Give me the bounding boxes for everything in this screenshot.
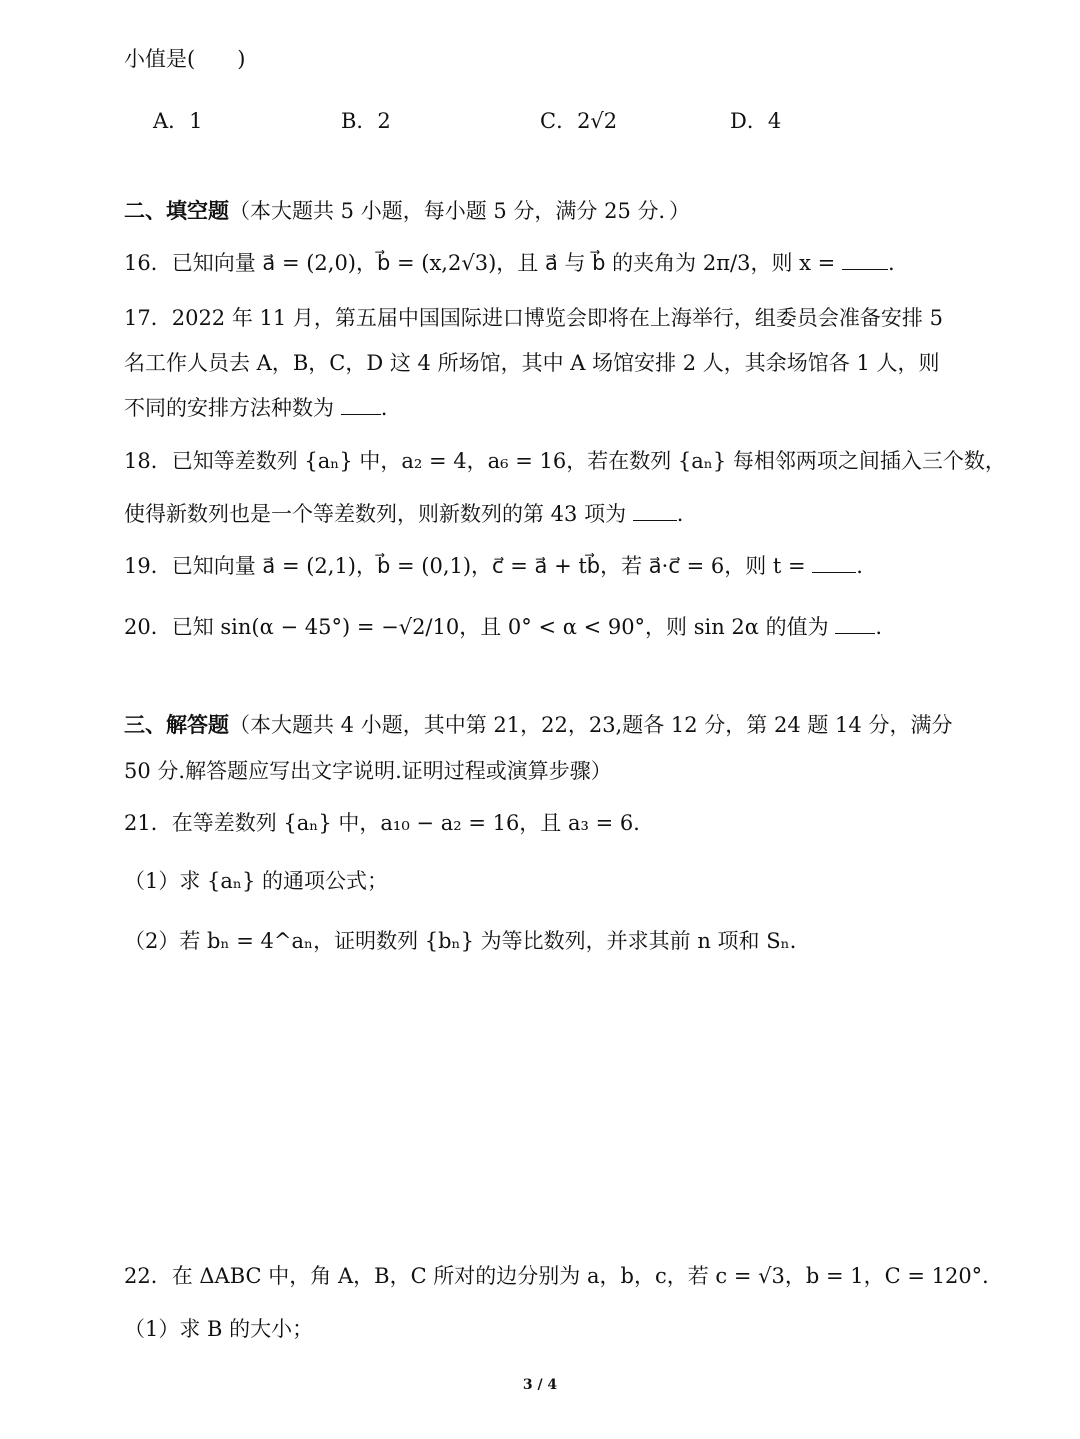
answer-blank [341, 394, 381, 415]
question-21-part1: （1）求 {aₙ} 的通项公式； [124, 869, 389, 893]
answer-blank [812, 552, 856, 573]
question-18-line1: 18．已知等差数列 {aₙ} 中，a₂ = 4，a₆ = 16，若在数列 {aₙ} 每相邻两项之间插入三个数， [124, 449, 1006, 473]
option-b: B．2 [341, 109, 391, 133]
section3-note-line2: 50 分.解答题应写出文字说明.证明过程或演算步骤） [124, 759, 612, 783]
question-20-text: 20．已知 sin(α − 45°) = −√2/10，且 0° < α < 90°，则 sin 2α 的值为 [124, 615, 829, 639]
question-16: 16．已知向量 a⃗ = (2,0)，b⃗ = (x,2√3)，且 a⃗ 与 b⃗ 的夹角为 2π/3，则 x = . [124, 251, 895, 275]
section3-note: （本大题共 4 小题，其中第 21，22，23,题各 12 分，第 24 题 14 分，满分 [229, 713, 953, 737]
question-21-part2: （2）若 bₙ = 4^aₙ，证明数列 {bₙ} 为等比数列，并求其前 n 项和 Sₙ． [124, 929, 811, 953]
question-17-text: 不同的安排方法种数为 [124, 396, 334, 420]
question-20: 20．已知 sin(α − 45°) = −√2/10，且 0° < α < 90°，则 sin 2α 的值为 . [124, 615, 883, 639]
answer-blank [842, 249, 888, 270]
section2-heading [124, 196, 690, 226]
page-number: 3 / 4 [522, 1377, 558, 1393]
question-18-text: 使得新数列也是一个等差数列，则新数列的第 43 项为 [124, 502, 627, 526]
q15-tail: 小值是( ) [124, 47, 246, 71]
section2-label: 二、填空题 [124, 198, 229, 223]
question-17-line2: 名工作人员去 A，B，C，D 这 4 所场馆，其中 A 场馆安排 2 人，其余场馆各 1 人，则 [124, 351, 940, 375]
question-19: 19．已知向量 a⃗ = (2,1)，b⃗ = (0,1)，c⃗ = a⃗ + tb⃗，若 a⃗·c⃗ = 6，则 t = . [124, 554, 863, 578]
section2-note: （本大题共 5 小题，每小题 5 分，满分 25 分．） [229, 199, 690, 223]
answer-blank [835, 613, 875, 634]
option-a: A．1 [153, 109, 203, 133]
question-22-part1: （1）求 B 的大小； [124, 1317, 314, 1341]
question-17-line3: 不同的安排方法种数为 . [124, 396, 388, 420]
section3-heading [124, 710, 952, 740]
question-19-text: 19．已知向量 a⃗ = (2,1)，b⃗ = (0,1)，c⃗ = a⃗ + tb⃗，若 a⃗·c⃗ = 6，则 t = [124, 554, 806, 578]
question-21-stem: 21．在等差数列 {aₙ} 中，a₁₀ − a₂ = 16，且 a₃ = 6． [124, 811, 655, 835]
question-17-line1: 17．2022 年 11 月，第五届中国国际进口博览会即将在上海举行，组委员会准备安排 5 [124, 306, 943, 330]
section3-label: 三、解答题 [124, 712, 229, 737]
question-16-text: 16．已知向量 a⃗ = (2,0)，b⃗ = (x,2√3)，且 a⃗ 与 b⃗ 的夹角为 2π/3，则 x = [124, 251, 836, 275]
answer-blank [633, 500, 677, 521]
question-22-stem: 22．在 ΔABC 中，角 A，B，C 所对的边分别为 a，b，c，若 c = √3，b = 1，C = 120°． [124, 1264, 1004, 1288]
question-18-line2: 使得新数列也是一个等差数列，则新数列的第 43 项为 . [124, 502, 684, 526]
option-d: D．4 [730, 109, 782, 133]
option-c: C．2√2 [540, 109, 618, 133]
